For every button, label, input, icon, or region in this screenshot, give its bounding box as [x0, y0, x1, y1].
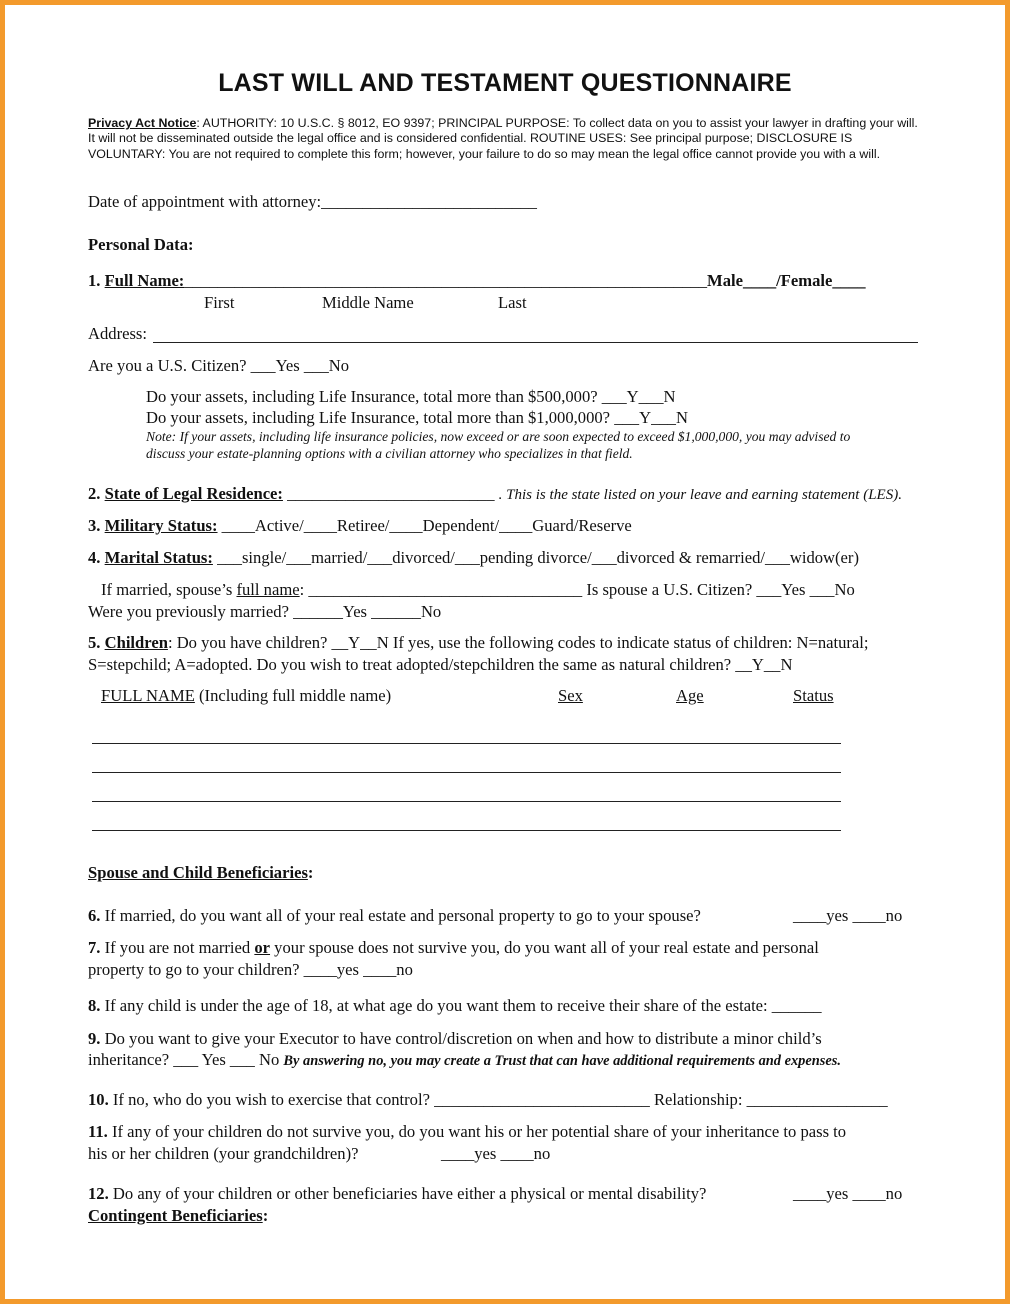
child-row-line[interactable]	[92, 743, 841, 744]
q9-text: Do you want to give your Executor to have control/discretion on when and how to distribute a minor child’s	[104, 1029, 822, 1048]
children-col-name	[101, 686, 391, 706]
full-name-header-suffix: (Including full middle name)	[194, 686, 392, 705]
address-label: Address:	[88, 324, 147, 343]
q10-text[interactable]: If no, who do you wish to exercise that control? __________________________ Relationship: _________________	[112, 1090, 888, 1109]
beneficiaries-heading	[88, 863, 313, 883]
q7-options-line[interactable]: property to go to your children? ____yes ____no	[88, 960, 413, 979]
q4-label: Marital Status:	[104, 548, 213, 567]
children-codes-line[interactable]: S=stepchild; A=adopted. Do you wish to treat adopted/stepchildren the same as natural children? __Y__N	[88, 655, 793, 674]
q12-options[interactable]: ____yes ____no	[793, 1184, 903, 1203]
appointment-date-field[interactable]: Date of appointment with attorney:__________________________	[88, 192, 537, 211]
q3-label: Military Status:	[104, 516, 218, 535]
spouse-prefix: If married, spouse’s	[101, 580, 237, 599]
full-name-input[interactable]: _______________________________________________________________	[184, 271, 708, 290]
page-title: LAST WILL AND TESTAMENT QUESTIONNAIRE	[218, 69, 792, 97]
q7-number: 7.	[88, 938, 101, 957]
q4-marital-status-row	[88, 548, 859, 568]
q3-number: 3.	[88, 516, 101, 535]
q5-label: Children	[104, 633, 168, 652]
assets-note-line1: Note: If your assets, including life insurance policies, now exceed or are soon expected to exceed $1,000,000, you may advised to	[146, 429, 851, 444]
q2-number: 2.	[88, 484, 101, 503]
beneficiaries-heading-colon: :	[307, 863, 314, 882]
q11-row	[88, 1122, 846, 1142]
q2-legal-residence-row	[88, 484, 902, 504]
child-row-line[interactable]	[92, 772, 841, 773]
citizen-question[interactable]: Are you a U.S. Citizen? ___Yes ___No	[88, 356, 350, 375]
name-sublabel-last: Last	[498, 293, 527, 312]
q6-row	[88, 906, 701, 926]
contingent-heading-colon: :	[262, 1206, 269, 1225]
q6-options[interactable]: ____yes ____no	[793, 906, 903, 925]
q12-number: 12.	[88, 1184, 109, 1203]
q7-or: or	[254, 938, 271, 957]
q10-row[interactable]	[88, 1090, 888, 1110]
marital-status-options[interactable]: ___single/___married/___divorced/___pending divorce/___divorced & remarried/___widow(er)	[212, 548, 859, 567]
q7-text-pre: If you are not married	[104, 938, 255, 957]
q7-text-post: your spouse does not survive you, do you want all of your real estate and personal	[270, 938, 819, 957]
q11-line2: his or her children (your grandchildren)?	[88, 1144, 359, 1163]
privacy-label: Privacy Act Notice	[88, 116, 197, 130]
q8-number: 8.	[88, 996, 101, 1015]
q10-number: 10.	[88, 1090, 109, 1109]
privacy-act-notice	[88, 116, 928, 162]
q5-number: 5.	[88, 633, 101, 652]
q8-row[interactable]	[88, 996, 822, 1016]
child-row-line[interactable]	[92, 830, 841, 831]
q2-note: . This is the state listed on your leave and earning statement (LES).	[498, 487, 902, 503]
children-col-sex: Sex	[558, 686, 583, 705]
q1-label: Full Name:	[104, 271, 185, 290]
legal-residence-input[interactable]: _________________________	[282, 484, 499, 503]
q11-options[interactable]: ____yes ____no	[441, 1144, 551, 1163]
full-name-header: FULL NAME	[101, 686, 195, 705]
q2-label: State of Legal Residence:	[104, 484, 283, 503]
children-question[interactable]: : Do you have children? __Y__N If yes, use the following codes to indicate status of children: N=natural;	[167, 633, 869, 652]
military-status-options[interactable]: ____Active/____Retiree/____Dependent/____Guard/Reserve	[217, 516, 632, 535]
contingent-beneficiaries-heading	[88, 1206, 268, 1226]
spouse-name-input[interactable]: : _________________________________ Is spouse a U.S. Citizen? ___Yes ___No	[299, 580, 855, 599]
children-col-age: Age	[676, 686, 704, 705]
child-row-line[interactable]	[92, 801, 841, 802]
q6-text: If married, do you want all of your real estate and personal property to go to your spouse?	[104, 906, 701, 925]
q9-number: 9.	[88, 1029, 101, 1048]
name-sublabel-middle: Middle Name	[322, 293, 414, 312]
q1-full-name-row	[88, 271, 866, 291]
spouse-name-row[interactable]	[101, 580, 855, 600]
q8-text[interactable]: If any child is under the age of 18, at what age do you want them to receive their share of the estate: ______	[104, 996, 822, 1015]
beneficiaries-heading-text: Spouse and Child Beneficiaries	[88, 863, 308, 882]
q5-children-row	[88, 633, 869, 653]
q11-number: 11.	[88, 1122, 108, 1141]
q6-number: 6.	[88, 906, 101, 925]
address-input-line[interactable]	[153, 342, 918, 343]
q9-options-row	[88, 1050, 841, 1070]
q9-options[interactable]: inheritance? ___ Yes ___ No	[88, 1050, 280, 1069]
q12-row	[88, 1184, 706, 1204]
name-sublabel-first: First	[204, 293, 235, 312]
q3-military-status-row	[88, 516, 632, 536]
previously-married-question[interactable]: Were you previously married? ______Yes ______No	[88, 602, 442, 621]
q1-number: 1.	[88, 271, 101, 290]
personal-data-heading: Personal Data:	[88, 235, 194, 254]
q12-text: Do any of your children or other beneficiaries have either a physical or mental disability?	[112, 1184, 707, 1203]
spouse-full-name-label: full name	[236, 580, 300, 599]
contingent-heading-text: Contingent Beneficiaries	[88, 1206, 263, 1225]
gender-field[interactable]: Male____/Female____	[707, 271, 866, 290]
q11-text: If any of your children do not survive you, do you want his or her potential share of your inheritance to pass to	[111, 1122, 847, 1141]
assets-500k-question[interactable]: Do your assets, including Life Insurance, total more than $500,000? ___Y___N	[146, 387, 676, 406]
q9-note: By answering no, you may create a Trust that can have additional requirements and expenses.	[283, 1053, 841, 1069]
assets-1m-question[interactable]: Do your assets, including Life Insurance, total more than $1,000,000? ___Y___N	[146, 408, 688, 427]
q4-number: 4.	[88, 548, 101, 567]
privacy-text: : AUTHORITY: 10 U.S.C. § 8012, EO 9397; PRINCIPAL PURPOSE: To collect data on you to assist your lawyer in drafting your will. It will not be disseminated outside the legal office and is considered confidential. ROUTINE USES: See principal purpose; DISCLOSURE IS VOLUNTARY: You are not required to complete this form; however, your failure to do so may mean the legal office cannot provide you with a will.	[88, 116, 918, 161]
q7-row	[88, 938, 819, 958]
q9-row	[88, 1029, 822, 1049]
children-col-status: Status	[793, 686, 834, 705]
assets-note-line2: discuss your estate-planning options with a civilian attorney who specializes in that field.	[146, 446, 633, 461]
